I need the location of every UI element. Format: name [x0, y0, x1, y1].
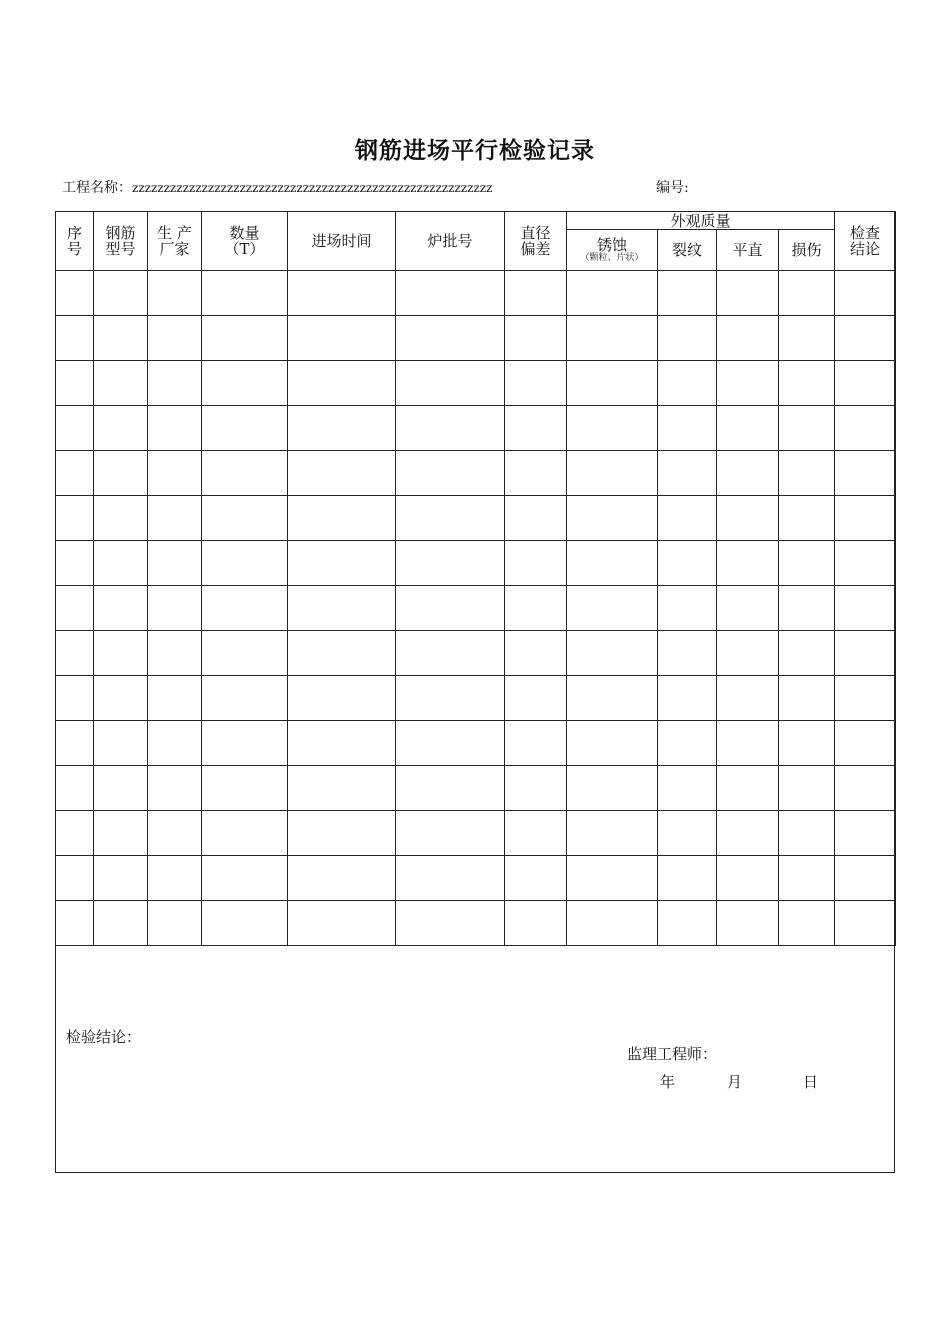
cell-result[interactable] — [835, 721, 896, 766]
cell-batch-no[interactable] — [396, 631, 505, 676]
cell-entry-time[interactable] — [288, 496, 396, 541]
cell-straight[interactable] — [717, 901, 779, 946]
table-row — [56, 676, 896, 721]
cell-damage[interactable] — [779, 406, 835, 451]
cell-entry-time[interactable] — [288, 811, 396, 856]
cell-seq[interactable] — [56, 856, 94, 901]
cell-result[interactable] — [835, 271, 896, 316]
cell-entry-time[interactable] — [288, 406, 396, 451]
cell-manufacturer[interactable] — [148, 406, 202, 451]
cell-diameter-deviation[interactable] — [505, 496, 567, 541]
header-manufacturer: 生 产 厂家 — [148, 212, 202, 271]
cell-entry-time[interactable] — [288, 721, 396, 766]
header-crack: 裂纹 — [658, 230, 717, 271]
cell-quantity[interactable] — [202, 901, 288, 946]
cell-batch-no[interactable] — [396, 901, 505, 946]
cell-straight[interactable] — [717, 451, 779, 496]
cell-result[interactable] — [835, 766, 896, 811]
cell-batch-no[interactable] — [396, 856, 505, 901]
cell-rust[interactable] — [567, 586, 658, 631]
cell-straight[interactable] — [717, 496, 779, 541]
cell-batch-no[interactable] — [396, 271, 505, 316]
page-title: 钢筋进场平行检验记录 — [355, 137, 595, 164]
cell-batch-no[interactable] — [396, 811, 505, 856]
cell-rust[interactable] — [567, 811, 658, 856]
cell-manufacturer[interactable] — [148, 541, 202, 586]
cell-manufacturer[interactable] — [148, 901, 202, 946]
cell-batch-no[interactable] — [396, 676, 505, 721]
cell-manufacturer[interactable] — [148, 721, 202, 766]
cell-result[interactable] — [835, 361, 896, 406]
cell-crack[interactable] — [658, 766, 717, 811]
table-header-row-1 — [56, 212, 896, 230]
cell-rust[interactable] — [567, 766, 658, 811]
cell-crack[interactable] — [658, 721, 717, 766]
date-day-label: 日 — [803, 1073, 819, 1091]
cell-seq[interactable] — [56, 766, 94, 811]
cell-batch-no[interactable] — [396, 766, 505, 811]
cell-diameter-deviation[interactable] — [505, 721, 567, 766]
cell-batch-no[interactable] — [396, 406, 505, 451]
cell-rebar-type[interactable] — [94, 766, 148, 811]
cell-quantity[interactable] — [202, 361, 288, 406]
cell-diameter-deviation[interactable] — [505, 901, 567, 946]
cell-crack[interactable] — [658, 406, 717, 451]
cell-seq[interactable] — [56, 496, 94, 541]
table-row — [56, 316, 896, 361]
cell-straight[interactable] — [717, 811, 779, 856]
cell-rebar-type[interactable] — [94, 631, 148, 676]
header-appearance-quality: 外观质量 — [567, 212, 835, 230]
header-damage: 损伤 — [779, 230, 835, 271]
table-row — [56, 271, 896, 316]
cell-rebar-type[interactable] — [94, 451, 148, 496]
cell-rebar-type[interactable] — [94, 586, 148, 631]
cell-entry-time[interactable] — [288, 676, 396, 721]
cell-manufacturer[interactable] — [148, 766, 202, 811]
cell-manufacturer[interactable] — [148, 811, 202, 856]
cell-rust[interactable] — [567, 406, 658, 451]
project-name-value: zzzzzzzzzzzzzzzzzzzzzzzzzzzzzzzzzzzzzzzzzzzzzzzzzzzzzzzzz — [132, 181, 493, 195]
cell-rust[interactable] — [567, 496, 658, 541]
cell-diameter-deviation[interactable] — [505, 811, 567, 856]
cell-damage[interactable] — [779, 766, 835, 811]
cell-batch-no[interactable] — [396, 541, 505, 586]
cell-quantity[interactable] — [202, 811, 288, 856]
date-month-label: 月 — [727, 1073, 743, 1091]
cell-crack[interactable] — [658, 541, 717, 586]
cell-diameter-deviation[interactable] — [505, 406, 567, 451]
cell-rebar-type[interactable] — [94, 856, 148, 901]
header-rust-note: （颗粒、片状） — [580, 253, 644, 263]
cell-result[interactable] — [835, 406, 896, 451]
cell-straight[interactable] — [717, 541, 779, 586]
cell-rust[interactable] — [567, 271, 658, 316]
cell-seq[interactable] — [56, 271, 94, 316]
cell-batch-no[interactable] — [396, 496, 505, 541]
cell-diameter-deviation[interactable] — [505, 271, 567, 316]
cell-rust[interactable] — [567, 541, 658, 586]
cell-rust[interactable] — [567, 721, 658, 766]
header-seq: 序 号 — [56, 212, 94, 271]
table-row — [56, 811, 896, 856]
cell-batch-no[interactable] — [396, 361, 505, 406]
cell-quantity[interactable] — [202, 676, 288, 721]
cell-quantity[interactable] — [202, 631, 288, 676]
cell-quantity[interactable] — [202, 316, 288, 361]
cell-entry-time[interactable] — [288, 271, 396, 316]
cell-crack[interactable] — [658, 316, 717, 361]
cell-diameter-deviation[interactable] — [505, 631, 567, 676]
cell-rebar-type[interactable] — [94, 271, 148, 316]
cell-quantity[interactable] — [202, 541, 288, 586]
cell-quantity[interactable] — [202, 496, 288, 541]
cell-seq[interactable] — [56, 451, 94, 496]
cell-batch-no[interactable] — [396, 316, 505, 361]
cell-rust[interactable] — [567, 316, 658, 361]
cell-damage[interactable] — [779, 451, 835, 496]
cell-straight[interactable] — [717, 271, 779, 316]
cell-diameter-deviation[interactable] — [505, 586, 567, 631]
cell-diameter-deviation[interactable] — [505, 451, 567, 496]
cell-entry-time[interactable] — [288, 766, 396, 811]
cell-crack[interactable] — [658, 901, 717, 946]
cell-quantity[interactable] — [202, 406, 288, 451]
cell-seq[interactable] — [56, 406, 94, 451]
cell-seq[interactable] — [56, 901, 94, 946]
table-row — [56, 586, 896, 631]
cell-manufacturer[interactable] — [148, 496, 202, 541]
cell-entry-time[interactable] — [288, 361, 396, 406]
cell-diameter-deviation[interactable] — [505, 856, 567, 901]
cell-rust[interactable] — [567, 901, 658, 946]
table-row — [56, 631, 896, 676]
cell-rebar-type[interactable] — [94, 721, 148, 766]
cell-damage[interactable] — [779, 811, 835, 856]
cell-seq[interactable] — [56, 316, 94, 361]
cell-damage[interactable] — [779, 856, 835, 901]
table-row — [56, 496, 896, 541]
cell-rebar-type[interactable] — [94, 811, 148, 856]
cell-entry-time[interactable] — [288, 631, 396, 676]
table-row — [56, 451, 896, 496]
cell-straight[interactable] — [717, 586, 779, 631]
cell-damage[interactable] — [779, 316, 835, 361]
conclusion-label: 检验结论： — [66, 1028, 142, 1046]
cell-entry-time[interactable] — [288, 856, 396, 901]
cell-straight[interactable] — [717, 361, 779, 406]
header-diameter-deviation: 直径 偏差 — [505, 212, 567, 271]
cell-crack[interactable] — [658, 361, 717, 406]
record-number-label: 编号: — [656, 180, 689, 196]
cell-rust[interactable] — [567, 856, 658, 901]
cell-result[interactable] — [835, 541, 896, 586]
cell-crack[interactable] — [658, 496, 717, 541]
cell-result[interactable] — [835, 316, 896, 361]
cell-damage[interactable] — [779, 496, 835, 541]
cell-straight[interactable] — [717, 631, 779, 676]
cell-seq[interactable] — [56, 676, 94, 721]
table-row — [56, 361, 896, 406]
table-row — [56, 856, 896, 901]
cell-entry-time[interactable] — [288, 586, 396, 631]
cell-result[interactable] — [835, 631, 896, 676]
project-name-label: 工程名称： — [62, 180, 132, 196]
cell-entry-time[interactable] — [288, 451, 396, 496]
cell-straight[interactable] — [717, 316, 779, 361]
cell-damage[interactable] — [779, 901, 835, 946]
cell-result[interactable] — [835, 901, 896, 946]
header-rust: 锈蚀 （颗粒、片状） — [567, 230, 658, 271]
project-name — [62, 177, 492, 197]
cell-result[interactable] — [835, 451, 896, 496]
cell-damage[interactable] — [779, 631, 835, 676]
cell-rebar-type[interactable] — [94, 901, 148, 946]
cell-manufacturer[interactable] — [148, 631, 202, 676]
cell-diameter-deviation[interactable] — [505, 541, 567, 586]
cell-straight[interactable] — [717, 676, 779, 721]
cell-manufacturer[interactable] — [148, 676, 202, 721]
cell-quantity[interactable] — [202, 451, 288, 496]
cell-result[interactable] — [835, 586, 896, 631]
cell-crack[interactable] — [658, 676, 717, 721]
cell-crack[interactable] — [658, 451, 717, 496]
cell-rebar-type[interactable] — [94, 316, 148, 361]
cell-straight[interactable] — [717, 406, 779, 451]
cell-seq[interactable] — [56, 631, 94, 676]
table-row — [56, 901, 896, 946]
table-row — [56, 406, 896, 451]
cell-manufacturer[interactable] — [148, 856, 202, 901]
header-batch-no: 炉批号 — [396, 212, 505, 271]
cell-quantity[interactable] — [202, 721, 288, 766]
cell-damage[interactable] — [779, 676, 835, 721]
cell-entry-time[interactable] — [288, 541, 396, 586]
cell-rebar-type[interactable] — [94, 676, 148, 721]
cell-quantity[interactable] — [202, 586, 288, 631]
cell-manufacturer[interactable] — [148, 316, 202, 361]
table-row — [56, 721, 896, 766]
cell-crack[interactable] — [658, 271, 717, 316]
cell-diameter-deviation[interactable] — [505, 766, 567, 811]
cell-rebar-type[interactable] — [94, 541, 148, 586]
header-rebar-type: 钢筋 型号 — [94, 212, 148, 271]
cell-damage[interactable] — [779, 586, 835, 631]
date-year-label: 年 — [660, 1073, 676, 1091]
cell-crack[interactable] — [658, 631, 717, 676]
cell-damage[interactable] — [779, 271, 835, 316]
header-straight: 平直 — [717, 230, 779, 271]
cell-entry-time[interactable] — [288, 316, 396, 361]
cell-straight[interactable] — [717, 856, 779, 901]
inspection-table — [55, 211, 896, 946]
cell-manufacturer[interactable] — [148, 586, 202, 631]
cell-crack[interactable] — [658, 811, 717, 856]
cell-seq[interactable] — [56, 361, 94, 406]
cell-seq[interactable] — [56, 721, 94, 766]
cell-rust[interactable] — [567, 361, 658, 406]
cell-crack[interactable] — [658, 586, 717, 631]
cell-rust[interactable] — [567, 676, 658, 721]
cell-result[interactable] — [835, 811, 896, 856]
cell-diameter-deviation[interactable] — [505, 676, 567, 721]
cell-rebar-type[interactable] — [94, 406, 148, 451]
cell-rust[interactable] — [567, 631, 658, 676]
header-result: 检查 结论 — [835, 212, 896, 271]
table-row — [56, 541, 896, 586]
cell-result[interactable] — [835, 676, 896, 721]
cell-batch-no[interactable] — [396, 451, 505, 496]
cell-straight[interactable] — [717, 766, 779, 811]
cell-batch-no[interactable] — [396, 586, 505, 631]
cell-result[interactable] — [835, 856, 896, 901]
cell-entry-time[interactable] — [288, 901, 396, 946]
cell-damage[interactable] — [779, 361, 835, 406]
cell-manufacturer[interactable] — [148, 451, 202, 496]
cell-quantity[interactable] — [202, 766, 288, 811]
cell-quantity[interactable] — [202, 271, 288, 316]
cell-damage[interactable] — [779, 721, 835, 766]
cell-diameter-deviation[interactable] — [505, 316, 567, 361]
cell-rebar-type[interactable] — [94, 361, 148, 406]
header-entry-time: 进场时间 — [288, 212, 396, 271]
cell-rebar-type[interactable] — [94, 496, 148, 541]
cell-damage[interactable] — [779, 541, 835, 586]
cell-seq[interactable] — [56, 541, 94, 586]
cell-result[interactable] — [835, 496, 896, 541]
cell-rust[interactable] — [567, 451, 658, 496]
cell-seq[interactable] — [56, 586, 94, 631]
cell-manufacturer[interactable] — [148, 361, 202, 406]
cell-manufacturer[interactable] — [148, 271, 202, 316]
header-quantity: 数量 （T） — [202, 212, 288, 271]
cell-seq[interactable] — [56, 811, 94, 856]
cell-straight[interactable] — [717, 721, 779, 766]
cell-diameter-deviation[interactable] — [505, 361, 567, 406]
cell-batch-no[interactable] — [396, 721, 505, 766]
cell-crack[interactable] — [658, 856, 717, 901]
table-row — [56, 766, 896, 811]
cell-quantity[interactable] — [202, 856, 288, 901]
supervisor-label: 监理工程师： — [627, 1045, 718, 1063]
